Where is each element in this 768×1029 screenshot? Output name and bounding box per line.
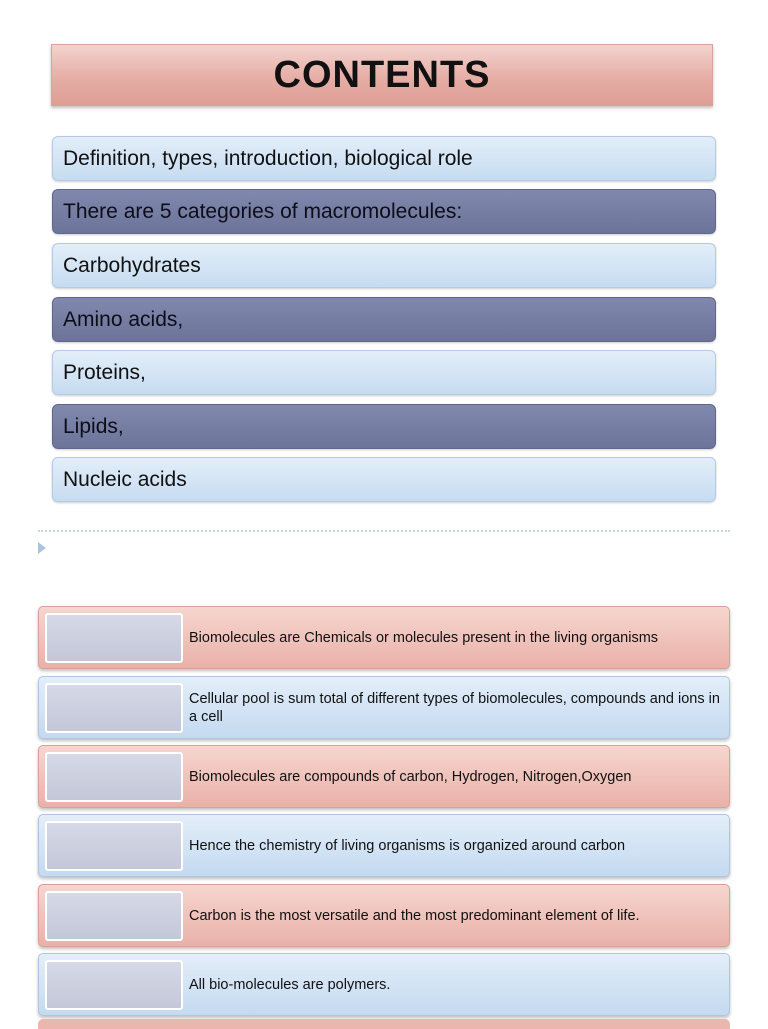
slide-divider bbox=[38, 530, 730, 532]
fact-text: Carbon is the most versatile and the most predominant element of life. bbox=[189, 907, 640, 924]
play-triangle-icon bbox=[38, 542, 46, 554]
fact-text: All bio-molecules are polymers. bbox=[189, 976, 391, 993]
contents-item-amino-acids: Amino acids, bbox=[52, 297, 716, 342]
fact-placeholder-box bbox=[45, 683, 183, 733]
fact-row bbox=[38, 606, 730, 669]
fact-text: Biomolecules are compounds of carbon, Hydrogen, Nitrogen,Oxygen bbox=[189, 768, 632, 785]
contents-item-definition: Definition, types, introduction, biological role bbox=[52, 136, 716, 181]
fact-row bbox=[38, 676, 730, 739]
fact-placeholder-box bbox=[45, 891, 183, 941]
contents-item-categories: There are 5 categories of macromolecules: bbox=[52, 189, 716, 234]
fact-placeholder-box bbox=[45, 821, 183, 871]
fact-placeholder-box bbox=[45, 752, 183, 802]
fact-placeholder-box bbox=[45, 613, 183, 663]
next-fact-row-edge bbox=[38, 1019, 730, 1029]
fact-placeholder-box bbox=[45, 960, 183, 1010]
fact-text: Biomolecules are Chemicals or molecules present in the living organisms bbox=[189, 629, 659, 646]
fact-row bbox=[38, 953, 730, 1016]
contents-item-proteins: Proteins, bbox=[52, 350, 716, 395]
contents-item-lipids: Lipids, bbox=[52, 404, 716, 449]
fact-row bbox=[38, 884, 730, 947]
fact-row bbox=[38, 814, 730, 877]
fact-row bbox=[38, 745, 730, 808]
contents-title: CONTENTS bbox=[51, 44, 713, 106]
contents-item-nucleic-acids: Nucleic acids bbox=[52, 457, 716, 502]
fact-text: Hence the chemistry of living organisms is organized around carbon bbox=[189, 837, 626, 854]
fact-text: Cellular pool is sum total of different types of biomolecules, compounds and ions in a cell bbox=[189, 690, 720, 725]
contents-item-carbohydrates: Carbohydrates bbox=[52, 243, 716, 288]
